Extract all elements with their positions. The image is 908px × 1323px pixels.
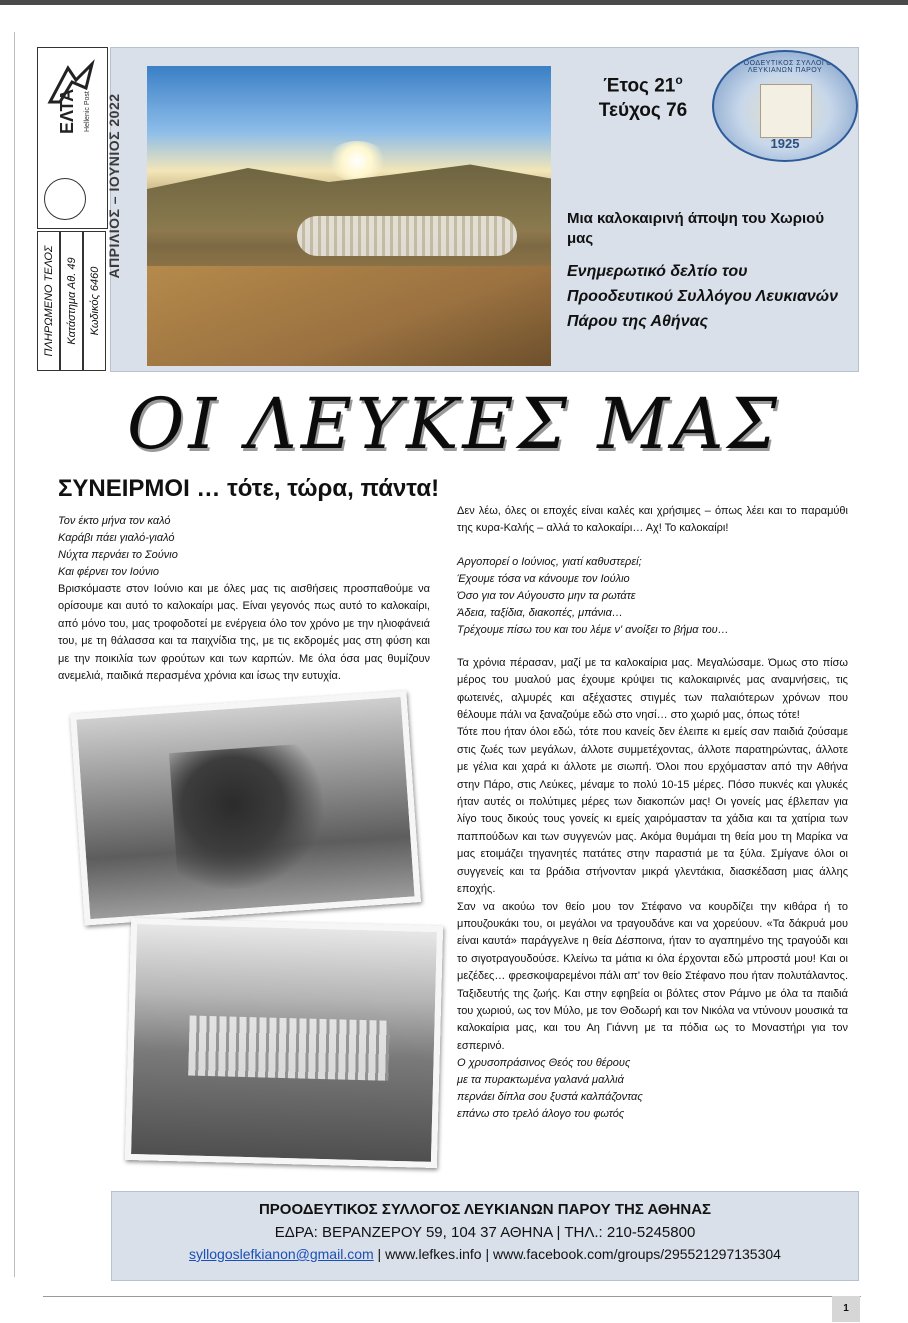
poem-line: Αργοπορεί ο Ιούνιος, γιατί καθυστερεί;: [457, 555, 642, 568]
footer-org: ΠΡΟΟΔΕΥΤΙΚΟΣ ΣΥΛΛΟΓΟΣ ΛΕΥΚΙΑΝΩΝ ΠΑΡΟΥ ΤΗΣ ΑΘΗΝΑΣ: [258, 1201, 712, 1218]
right-paragraph-3: Σαν να ακούω τον θείο μου τον Στέφανο να κουρδίζει την κιθάρα ή το μπουζουκάκι του, οι μεγάλοι να τραγουδάνε και να χορεύουν. «Τα δάκρυά μου είναι καυτά» παράγγελνε η θεία Δέσποινα, ήταν το αγαπημένο της τραγούδι και το σιγοτραγουδούσε. Κλείνω τα μάτια κι όλα έρχονται εδώ μπροστά μου! Και οι μεζέδες… φρεσκοψαρεμένοι πάλι απ' τον θείο Στέφανο που ήταν πολυτάλαντος. Ταξιδευτής της ζωής. Και στην εφηβεία οι βόλτες στον Ράμνο με όλα τα παιδιά του χωριού, ως τον Μύλο, με τον Θοδωρή και τον Νικόλα να ντύνουν μουσικά τα καλοκαίρια μας, και του Αη Γιάννη με τα πόδια ως το Μοναστήρι για τον εσπερινό.: [457, 900, 848, 1052]
footer-address: ΕΔΡΑ: ΒΕΡΑΝΖΕΡΟΥ 59, 104 37 ΑΘΗΝΑ | ΤΗΛ.: 210-5245800: [274, 1224, 696, 1241]
poem-line: Τον έκτο μήνα τον καλό: [58, 515, 171, 527]
postal-col-office: Κατάστημα Αθ. 49: [60, 231, 83, 371]
elta-logo: [37, 47, 108, 229]
poem-line: Νύχτα περνάει το Σούνιο: [58, 549, 178, 561]
year-label: Έτος 21: [603, 75, 676, 97]
elta-word: ΕΛΤΑ: [57, 88, 77, 134]
elta-subtitle: Hellenic Post: [84, 91, 91, 132]
issue-info: Έτος $21^o$ Τεύχος 76: [583, 68, 703, 123]
club-seal-logo: [712, 50, 858, 162]
village: [297, 216, 517, 256]
seal-ring-text: ΠΡΟΟΔΕΥΤΙΚΟΣ ΣΥΛΛΟΓΟΣ ΛΕΥΚΙΑΝΩΝ ΠΑΡΟΥ: [732, 60, 838, 74]
archive-photo-village: [125, 918, 443, 1168]
right-paragraph-2: Τότε που ήταν όλοι εδώ, τότε που κανείς δεν έλειπε κι εμείς σαν παιδιά ζούσαμε στις ζωές των μεγάλων, άλλοτε συμμετέχοντας, άλλοτε παρατηρώντας, άλλοτε με γέλια και χαρά κι άλλοτε με σιωπή. Όλοι που ερχόμασταν από την Αθήνα στην Πάρο, στις Λεύκες, μέναμε το πολύ 10-15 μέρες. Πόσο πυκνές και γλυκές ήταν αυτές οι πολύτιμες μέρες των διακοπών μας! Οι γονείς μας έβλεπαν για λίγο τους δικούς τους γονείς κι εμείς χαιρόμασταν τα χάδια και τα χατίρια των παππούδων και των συγγενών μας. Ακόμα θυμάμαι τη θεία μου τη Μαρίκα να μας ετοιμάζει τηγανητές πατάτες στην παραστιά με τα ξύλα. Σμίγανε όλοι οι συγγενείς και τα βράδια στήνονταν μικρά γλεντάκια, διασκέδαση μιας άλλης εποχής.: [457, 726, 848, 896]
photo-town: [188, 1016, 390, 1081]
left-paragraph: Βρισκόμαστε στον Ιούνιο και με όλες μας τις αισθήσεις προσπαθούμε να ορίσουμε και αυτό το καλοκαίρι μας. Είναι γεγονός πως αυτό το καλοκαίρι, από μόνο του, μας τροφοδοτεί με ενέργεια όλο τον χρόνο με την ηλιοφάνειά του, με τη θάλασσα και τα παιχνίδια της, με τις εκδρομές μας στη φύση και με την ποικιλία των φρούτων και των καρπών. Με όλα όσα μας θυμίζουν ανεμελιά, παιδικά περασμένα χρόνια και ίσως την ευτυχία.: [58, 583, 430, 683]
poem-line: Όσο για τον Αύγουστο μην τα ρωτάτε: [457, 589, 636, 602]
masthead-title: ΟΙ ΛΕΥΚΕΣ ΜΑΣ: [126, 383, 781, 465]
left-column: [58, 513, 430, 685]
archive-photo-donkey: [70, 691, 421, 926]
postal-seal-icon: [44, 178, 86, 220]
right-paragraph-1: Τα χρόνια πέρασαν, μαζί με τα καλοκαίρια μας. Μεγαλώσαμε. Όμως στο πίσω μέρος του μυαλού μας έχουμε κρύψει τις καλοκαιρινές μας αναμνήσεις, τις φωτεινές, αλμυρές και αξέχαστες στιγμές των παλαιότερων χρόνων που θέλουμε πάλι να ξαναζούμε εδώ στο νησί… στο χωριό μας, όπως τότε!: [457, 656, 848, 722]
right-column: [457, 503, 848, 1123]
poem-line: Και φέρνει τον Ιούνιο: [58, 566, 160, 578]
sun-glow: [327, 141, 387, 181]
poem-line: Άδεια, ταξίδια, διακοπές, μπάνια…: [457, 606, 623, 619]
footer-links: | www.lefkes.info | www.facebook.com/groups/295521297135304: [373, 1246, 781, 1262]
page-edge: [14, 32, 15, 1277]
poem-line: με τα πυρακτωμένα γαλανά μαλλιά: [457, 1074, 624, 1087]
poem-line: επάνω στο τρελό άλογο του φωτός: [457, 1108, 625, 1121]
church-icon: [760, 84, 812, 138]
email-link[interactable]: syllogoslefkianon@gmail.com: [189, 1246, 374, 1262]
poem-line: Έχουμε τόσα να κάνουμε τον Ιούλιο: [457, 572, 630, 585]
postal-col-code: Κωδικός 6460: [83, 231, 106, 371]
photo-figures: [169, 743, 328, 893]
poem-line: Τρέχουμε πίσω του και του λέμε ν' ανοίξει το βήμα του…: [457, 623, 729, 636]
postal-strip: [37, 47, 108, 370]
footer-rule: [43, 1296, 861, 1297]
seal-year: 1925: [770, 136, 800, 151]
top-bar: [0, 0, 908, 5]
poem-line: περνάει δίπλα σου ξυστά καλπάζοντας: [457, 1091, 643, 1104]
photo-caption: Μια καλοκαιρινή άποψη του Χωριού μας: [567, 210, 825, 247]
poem-line: Ο χρυσοπράσινος Θεός του θέρους: [457, 1057, 631, 1070]
page-number: 1: [832, 1296, 860, 1322]
footer-box: [111, 1191, 859, 1281]
poem-line: Καράβι πάει γιαλό-γιαλό: [58, 532, 175, 544]
cover-photo: [147, 66, 551, 366]
postal-col-paid: ΠΛΗΡΩΜΕΝΟ ΤΕΛΟΣ: [37, 231, 60, 371]
footer-contacts: [112, 1246, 858, 1262]
right-intro: Δεν λέω, όλες οι εποχές είναι καλές και χρήσιμες – όπως λέει και το παραμύθι της κυρα-Καλής – αλλά το καλοκαίρι… Αχ! Το καλοκαίρι!: [457, 505, 848, 535]
issue-number: Τεύχος 76: [598, 100, 688, 122]
newsletter-subtitle: Ενημερωτικό δελτίο του Προοδευτικού Συλλόγου Λευκιανών Πάρου της Αθήνας: [567, 263, 839, 330]
field: [147, 266, 551, 366]
postal-columns: [37, 231, 106, 369]
article-title: ΣΥΝΕΙΡΜΟΙ … τότε, τώρα, πάντα!: [58, 475, 440, 502]
